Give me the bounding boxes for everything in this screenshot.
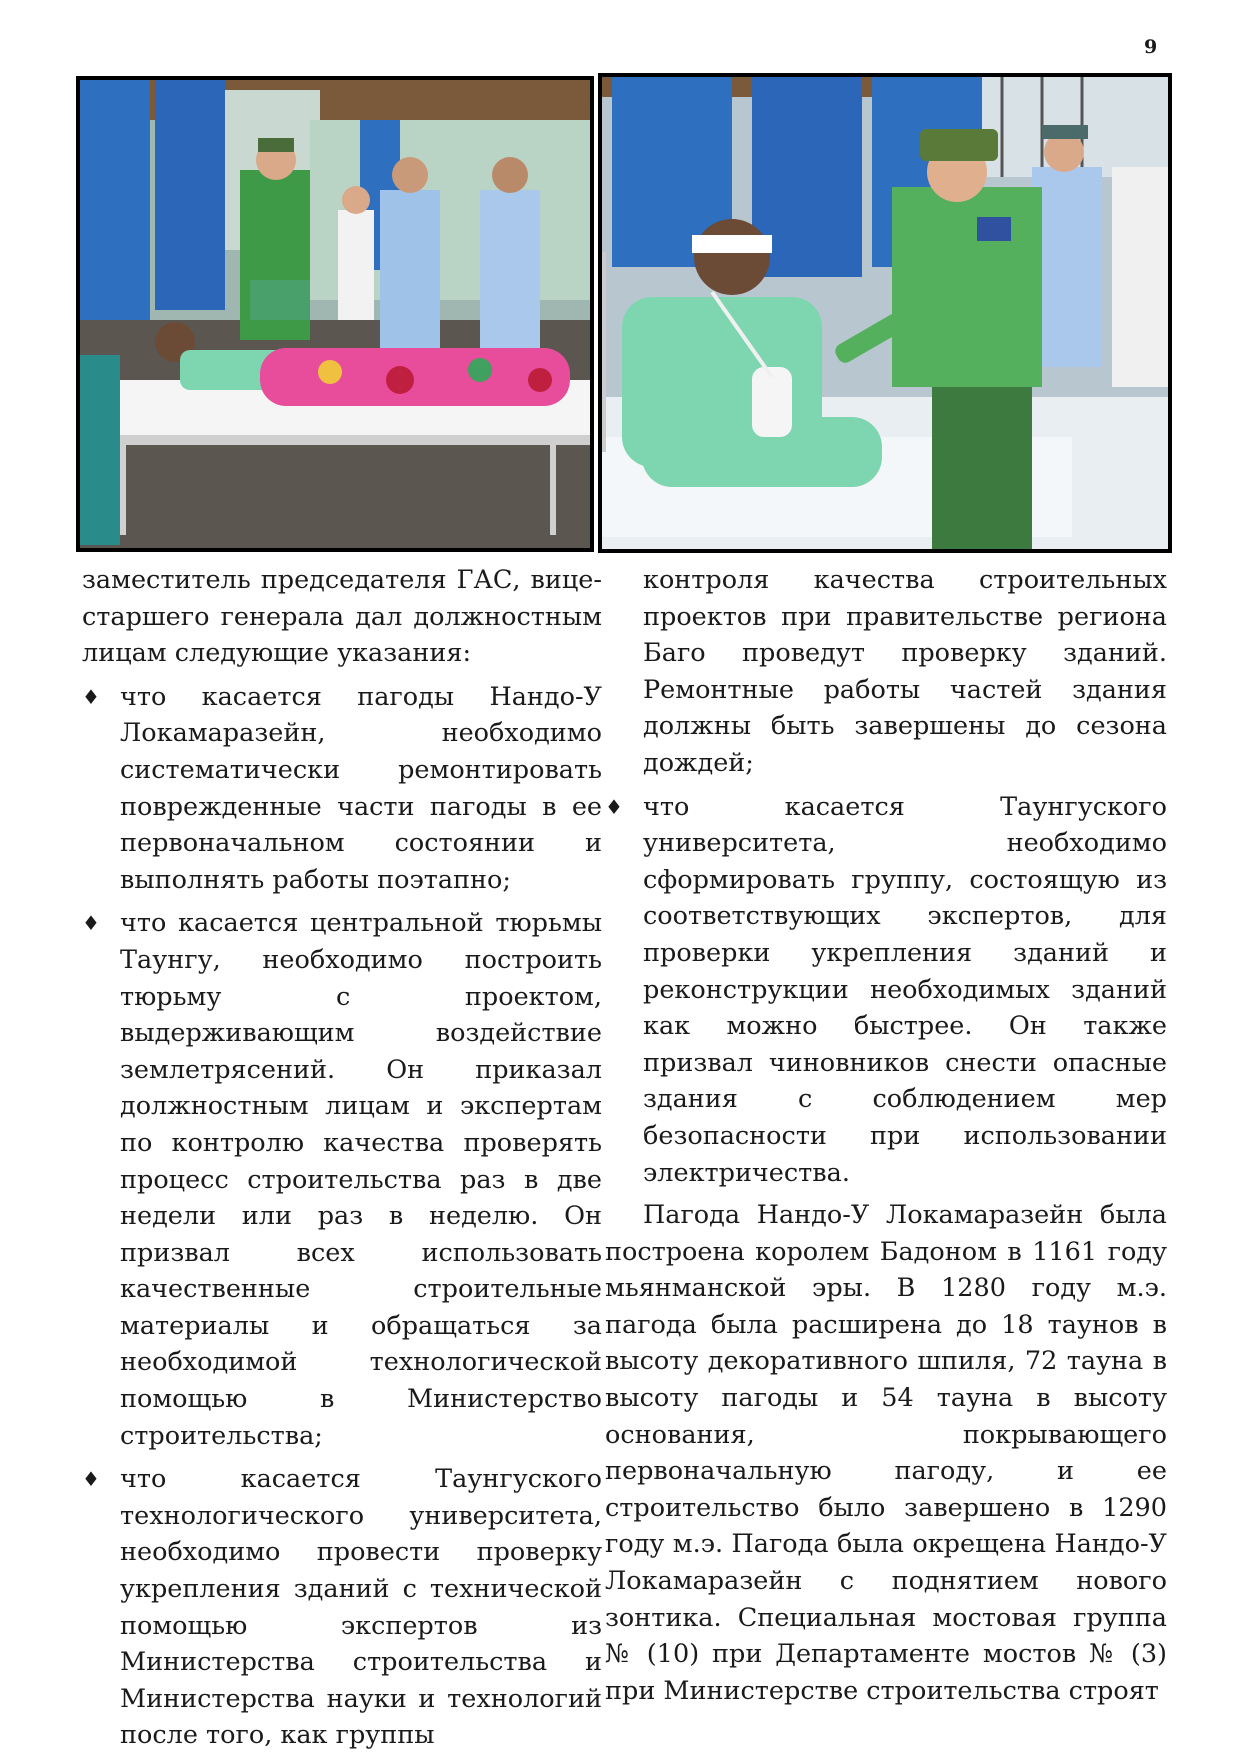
list-item-text: что касается центральной тюрьмы Таунгу, необходимо построить тюрьму с проектом, выдерживающим воздействие землетрясений. Он приказал должностным лицам и экспертам по контролю качества проверять процесс строительства раз в две недели или раз в неделю. Он призвал всех использовать качественные строительные материалы и обращаться за необходимой технологической помощью в Министерство строительства; (120, 908, 602, 1451)
photo-hospital-visit-right (598, 73, 1172, 553)
right-continuation-text: контроля качества строительных проектов при правительстве региона Баго проведут проверку зданий. Ремонтные работы частей здания должны быть завершены до сезона дождей; (643, 565, 1167, 778)
diamond-bullet-icon: ♦ (82, 911, 100, 936)
photo-hospital-visit-patient-sitting-icon (602, 77, 1168, 549)
list-item-text: что касается Таунгуского университета, необходимо сформировать группу, состоящую из соответствующих экспертов, для проверки укрепления зданий и реконструкции необходимых зданий как можно быстрее. Он также призвал чиновников снести опасные здания с соблюдением мер безопасности при использовании электричества. (643, 791, 1167, 1188)
history-paragraph: Пагода Нандо-У Локамаразейн была построена королем Бадоном в 1161 году мьянманской эры. В 1280 году м.э. пагода была расширена до 18 таунов в высоту декоративного шпиля, 72 тауна в высоту пагоды и 54 тауна в высоту основания, покрывающего первоначальную пагоду, и ее строительство было завершено в 1290 году м.э. Пагода была окрещена Нандо-У Локамаразейн с поднятием нового зонтика. Специальная мостовая группа № (10) при Департаменте мостов № (3) при Министерстве строительства строят (605, 1200, 1167, 1706)
left-column (82, 562, 602, 1754)
left-intro-text: заместитель председателя ГАС, вице-старшего генерала дал должностным лицам следующие указания: (82, 565, 602, 669)
photo-hospital-visit-patient-lying-icon (80, 80, 590, 548)
page-number: 9 (1144, 36, 1158, 58)
diamond-bullet-icon: ♦ (82, 1467, 100, 1492)
list-item-text: что касается пагоды Нандо-У Локамаразейн, необходимо систематически ремонтировать поврежденные части пагоды в ее первоначальном состоянии и выполнять работы поэтапно; (120, 681, 602, 895)
right-bullet-list (605, 789, 1167, 1192)
list-item (82, 905, 602, 1454)
photo-hospital-visit-left (76, 76, 594, 552)
list-item (82, 679, 602, 899)
list-item (82, 1461, 602, 1754)
diamond-bullet-icon: ♦ (605, 794, 623, 819)
right-column (605, 562, 1167, 1709)
list-item (605, 789, 1167, 1192)
list-item-text: что касается Таунгуского технологического университета, необходимо провести проверку укрепления зданий с технической помощью экспертов из Министерства строительства и Министерства науки и технологий после того, как группы (120, 1464, 602, 1751)
diamond-bullet-icon: ♦ (82, 684, 100, 709)
left-bullet-list (82, 679, 602, 1754)
